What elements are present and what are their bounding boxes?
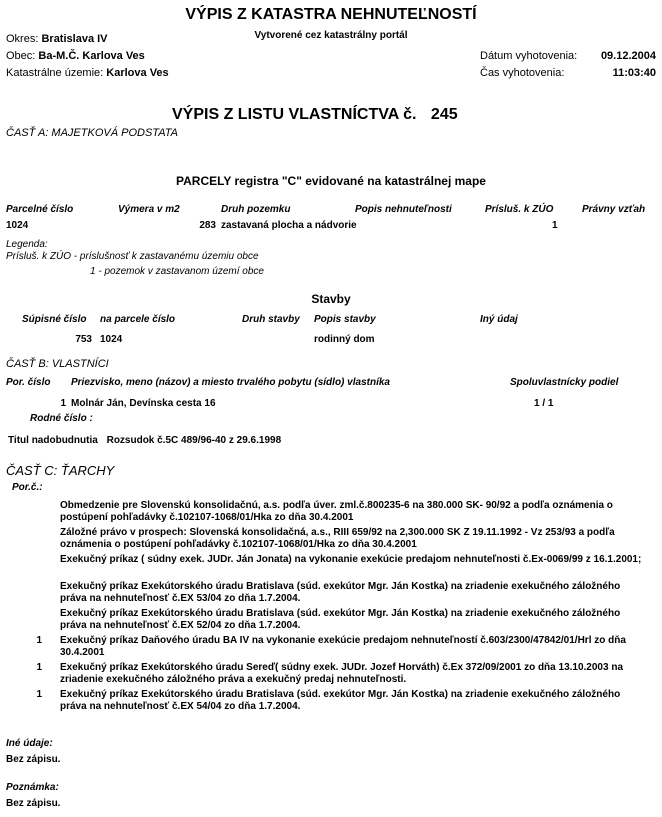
portal-subtitle: Vytvorené cez katastrálny portál xyxy=(254,30,408,41)
parcel-zuo-value: 1 xyxy=(552,220,558,231)
note-label: Poznámka: xyxy=(6,782,59,793)
encumbrance-text: Exekučný príkaz Exekútorského úradu Bratislava (súd. exekútor Mgr. Ján Kostka) na zriadenie exekučného záložného práva na nehnuteľnosť č.EX 52/04 zo dňa 1.7.2004. xyxy=(60,608,621,631)
title-label: Titul nadobudnutia xyxy=(8,435,98,446)
supis-value: 753 xyxy=(75,334,92,345)
owner-name: Molnár Ján, Devínska cesta 16 xyxy=(71,398,216,409)
main-title: VÝPIS Z KATASTRA NEHNUTEĽNOSTÍ xyxy=(185,6,477,23)
note-value: Bez zápisu. xyxy=(6,798,61,809)
encumbrance-text: Exekučný príkaz Exekútorského úradu Bratislava (súd. exekútor Mgr. Ján Kostka) na zriadenie exekučného záložného práva na nehnuteľnosť č.EX 53/04 zo dňa 1.7.2004. xyxy=(60,581,621,604)
lv-title-text: VÝPIS Z LISTU VLASTNÍCTVA č. xyxy=(172,106,417,123)
part-a-title: ČASŤ A: MAJETKOVÁ PODSTATA xyxy=(6,127,178,139)
ku-value: Karlova Ves xyxy=(106,67,169,79)
col-share: Spoluvlastnícky podiel xyxy=(510,377,619,388)
encumbrance-text: Exekučný príkaz Daňového úradu BA IV na vykonanie exekúcie predajom nehnuteľností č.603/2300/47842/01/Hrl zo dňa 30.4.2001 xyxy=(60,635,626,658)
obec-value: Ba-M.Č. Karlova Ves xyxy=(38,50,145,62)
col-building-desc: Popis stavby xyxy=(314,314,376,325)
col-owner-no: Por. číslo xyxy=(6,377,51,388)
encumbrance-text: Exekučný príkaz Exekútorského úradu Sereď( súdny exek. JUDr. Jozef Horváth) č.Ex 372/09/2001 zo dňa 13.10.2003 na zriadenie exekučného záložného práva a exekučný predaj nehnuteľnosti. xyxy=(60,662,624,685)
date-value: 09.12.2004 xyxy=(600,50,656,62)
parcel-type-value: zastavaná plocha a nádvorie xyxy=(221,220,357,231)
obec-label: Obec: xyxy=(6,50,36,62)
col-on-parcel: na parcele číslo xyxy=(100,314,176,325)
okres-label: Okres: xyxy=(6,33,39,45)
encumbrance-text: Exekučný príkaz Exekútorského úradu Bratislava (súd. exekútor Mgr. Ján Kostka) na zriadenie exekučného záložného práva na nehnuteľnosť č.EX 54/04 zo dňa 1.7.2004. xyxy=(60,689,621,712)
time-label: Čas vyhotovenia: xyxy=(480,67,565,79)
building-desc-value: rodinný dom xyxy=(314,334,375,345)
parcel-no-value: 1024 xyxy=(6,220,29,231)
ku-label: Katastrálne územie: xyxy=(6,67,104,79)
col-building-type: Druh stavby xyxy=(242,314,300,325)
legend-line-1: Prísluš. k ZÚO - príslušnosť k zastavanému územiu obce xyxy=(6,251,259,262)
legend-title: Legenda: xyxy=(6,239,48,250)
lv-title xyxy=(172,106,458,124)
okres-value: Bratislava IV xyxy=(41,33,108,45)
encumbrance-text: Obmedzenie pre Slovenskú konsolidačnú, a.s. podľa úver. zml.č.800235-6 na 380.000 SK- 90/92 a podľa oznámenia o postúpení pohľadávky č.102107-1068/01/Hka zo dňa 30.4.2001 xyxy=(60,500,613,523)
encumbrance-number: 1 xyxy=(36,689,42,700)
other-data-value: Bez zápisu. xyxy=(6,754,61,765)
part-b-title: ČASŤ B: VLASTNÍCI xyxy=(6,358,109,370)
col-type: Druh pozemku xyxy=(221,204,291,215)
parcel-area-value: 283 xyxy=(199,220,216,231)
col-owner-name: Priezvisko, meno (názov) a miesto trvalého pobytu (sídlo) vlastníka xyxy=(71,377,390,388)
time-value: 11:03:40 xyxy=(612,67,656,79)
date-label: Dátum vyhotovenia: xyxy=(480,50,578,62)
ku-row xyxy=(6,67,169,80)
building-parcel-value: 1024 xyxy=(100,334,123,345)
obec-row xyxy=(6,50,145,63)
encumbrance-number: 1 xyxy=(36,635,42,646)
legend-line-2: 1 - pozemok v zastavanom území obce xyxy=(90,266,264,277)
okres-row xyxy=(6,33,108,46)
col-zuo: Prísluš. k ZÚO xyxy=(485,204,554,215)
col-parcel-no: Parcelné číslo xyxy=(6,204,74,215)
lv-number: 245 xyxy=(430,106,458,123)
encumbrance-number: 1 xyxy=(36,662,42,673)
col-supis: Súpisné číslo xyxy=(22,314,87,325)
encumbrance-text: Záložné právo v prospech: Slovenská konsolidačná, a.s., RIII 659/92 na 2,300.000 SK Z 19.11.1992 - Vz 253/93 a podľa oznámenia o postúpení pohľadávky č.102107-1068/01/Hka zo dňa 30.4.2001 xyxy=(60,527,615,550)
title-of-acquisition xyxy=(8,435,281,447)
col-area: Výmera v m2 xyxy=(118,204,180,215)
col-legal: Právny vzťah xyxy=(582,204,646,215)
encumbrance-text: Exekučný príkaz ( súdny exek. JUDr. Ján Jonata) na vykonanie exekúcie predajom nehnuteľnosti č.Ex-0069/99 z 16.1.2001; xyxy=(60,554,642,565)
part-c-title: ČASŤ C: ŤARCHY xyxy=(6,463,115,478)
col-other: Iný údaj xyxy=(480,314,518,325)
por-c-label: Por.č.: xyxy=(12,482,43,493)
title-value: Rozsudok č.5C 489/96-40 z 29.6.1998 xyxy=(106,435,282,446)
col-description: Popis nehnuteľnosti xyxy=(355,204,452,215)
owner-share: 1 / 1 xyxy=(534,398,554,409)
other-data-label: Iné údaje: xyxy=(6,738,53,749)
birth-number-label: Rodné číslo : xyxy=(30,413,93,424)
buildings-title: Stavby xyxy=(311,292,351,306)
parcels-title: PARCELY registra "C" evidované na katastrálnej mape xyxy=(176,174,486,188)
owner-no: 1 xyxy=(60,398,66,409)
